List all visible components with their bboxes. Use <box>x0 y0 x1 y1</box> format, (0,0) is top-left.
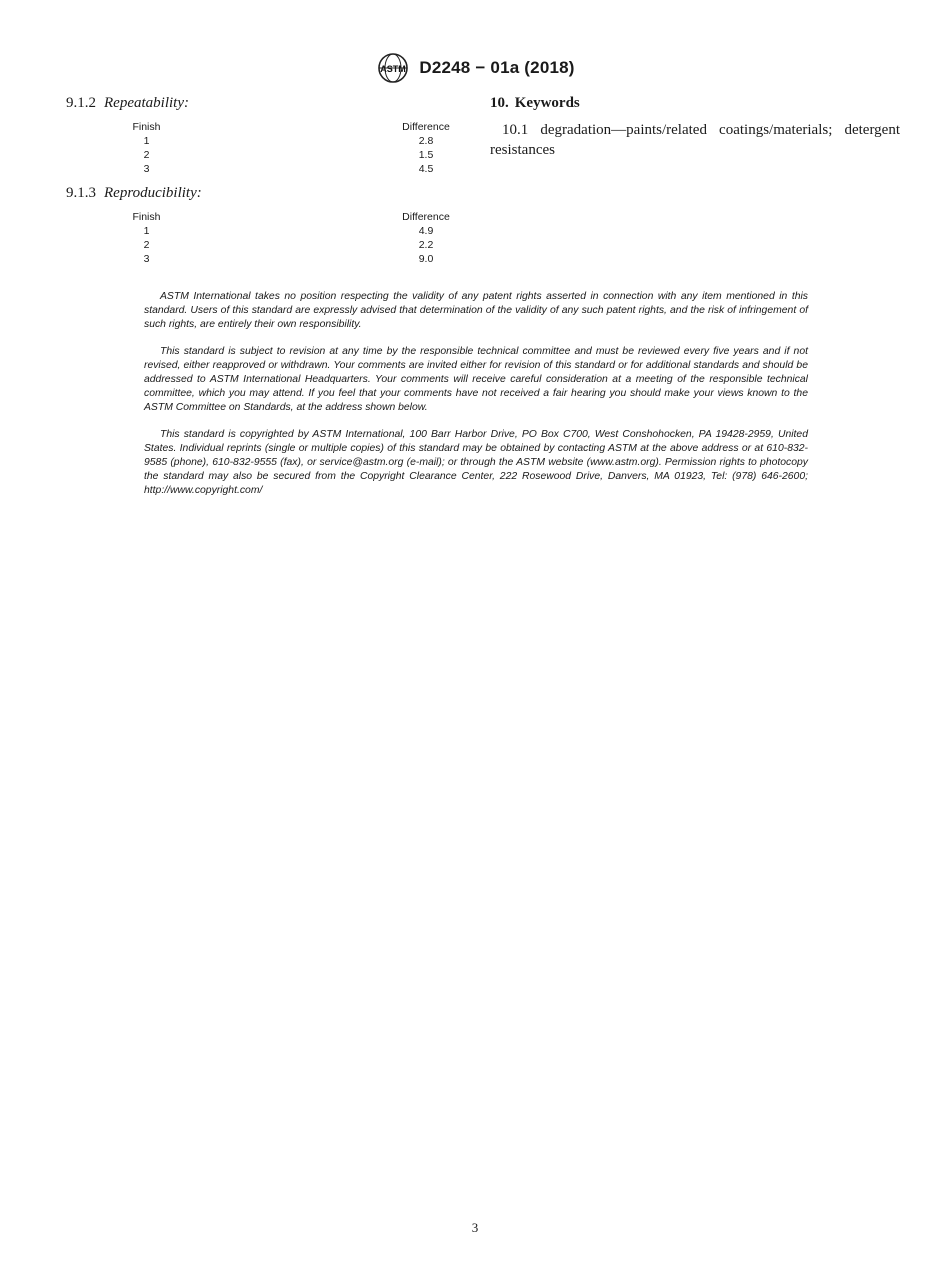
finish-cell: 3 <box>143 163 150 175</box>
keywords-section-title: Keywords <box>514 95 580 111</box>
finish-cell: 1 <box>143 225 150 237</box>
table-header-finish: Finish <box>132 211 161 223</box>
keywords-heading <box>490 94 900 112</box>
table-header-row <box>116 210 456 224</box>
difference-cell <box>177 134 456 148</box>
page-number: 3 <box>471 1220 479 1235</box>
table-header-row <box>116 120 456 134</box>
reproducibility-table <box>116 210 456 266</box>
repeatability-table <box>116 120 456 176</box>
patent-notice: ASTM International takes no position respecting the validity of any patent rights asserted in connection with any item mentioned in this standard. Users of this standard are expressly advised that determination of the validity of any such patent rights, and the risk of infringement of such rights, are entirely their own responsibility. <box>144 291 808 330</box>
repeatability-title: Repeatability: <box>104 95 189 111</box>
difference-cell <box>177 148 456 162</box>
finish-cell: 2 <box>143 149 150 161</box>
repeatability-number: 9.1.2 <box>66 95 96 111</box>
difference-cell <box>177 252 456 266</box>
difference-value: 2.2 <box>418 239 434 251</box>
table-header-difference <box>177 120 456 134</box>
difference-value: 9.0 <box>418 253 434 265</box>
repeatability-heading <box>66 94 456 112</box>
revision-notice: This standard is subject to revision at any time by the responsible technical committee and must be reviewed every five years and if not revised, either reapproved or withdrawn. Your comments are invited either for revision of this standard or for additional standards and should be addressed to ASTM International Headquarters. Your comments will receive careful consideration at a meeting of the responsible technical committee, which you may attend. If you feel that your comments have not received a fair hearing you should make your views known to the ASTM Committee on Standards, at the address shown below. <box>144 346 808 413</box>
standard-designation: D2248 − 01a (2018) <box>419 58 575 77</box>
difference-value: 2.8 <box>418 135 434 147</box>
reproducibility-number: 9.1.3 <box>66 185 96 201</box>
table-row <box>116 224 456 238</box>
keywords-paragraph: 10.1 degradation—paints/related coatings/materials; detergent resistances <box>490 122 900 158</box>
table-header-difference-label: Difference <box>402 211 450 223</box>
difference-value: 4.5 <box>418 163 434 175</box>
legal-notices <box>144 290 808 511</box>
table-row <box>116 134 456 148</box>
right-column <box>490 94 900 160</box>
reproducibility-heading <box>66 184 456 202</box>
difference-cell <box>177 224 456 238</box>
table-row <box>116 162 456 176</box>
keywords-section-number: 10. <box>490 95 509 111</box>
table-row <box>116 238 456 252</box>
svg-text:ASTM: ASTM <box>380 64 407 74</box>
reproducibility-title: Reproducibility: <box>104 185 202 201</box>
page-header <box>0 52 950 84</box>
copyright-notice: This standard is copyrighted by ASTM International, 100 Barr Harbor Drive, PO Box C700, West Conshohocken, PA 19428-2959, United States. Individual reprints (single or multiple copies) of this standard may be obtained by contacting ASTM at the above address or at 610-832-9585 (phone), 610-832-9555 (fax), or service@astm.org (e-mail); or through the ASTM website (www.astm.org). Permission rights to photocopy the standard may also be secured from the Copyright Clearance Center, 222 Rosewood Drive, Danvers, MA 01923, Tel: (978) 646-2600; http://www.copyright.com/ <box>144 429 808 496</box>
table-header-finish: Finish <box>132 121 161 133</box>
finish-cell: 2 <box>143 239 150 251</box>
table-header-difference <box>177 210 456 224</box>
difference-value: 4.9 <box>418 225 434 237</box>
table-row <box>116 148 456 162</box>
finish-cell: 3 <box>143 253 150 265</box>
left-column <box>66 94 456 274</box>
difference-cell <box>177 238 456 252</box>
difference-cell <box>177 162 456 176</box>
astm-logo-icon <box>375 52 411 84</box>
table-header-difference-label: Difference <box>402 121 450 133</box>
finish-cell: 1 <box>143 135 150 147</box>
difference-value: 1.5 <box>418 149 434 161</box>
table-row <box>116 252 456 266</box>
